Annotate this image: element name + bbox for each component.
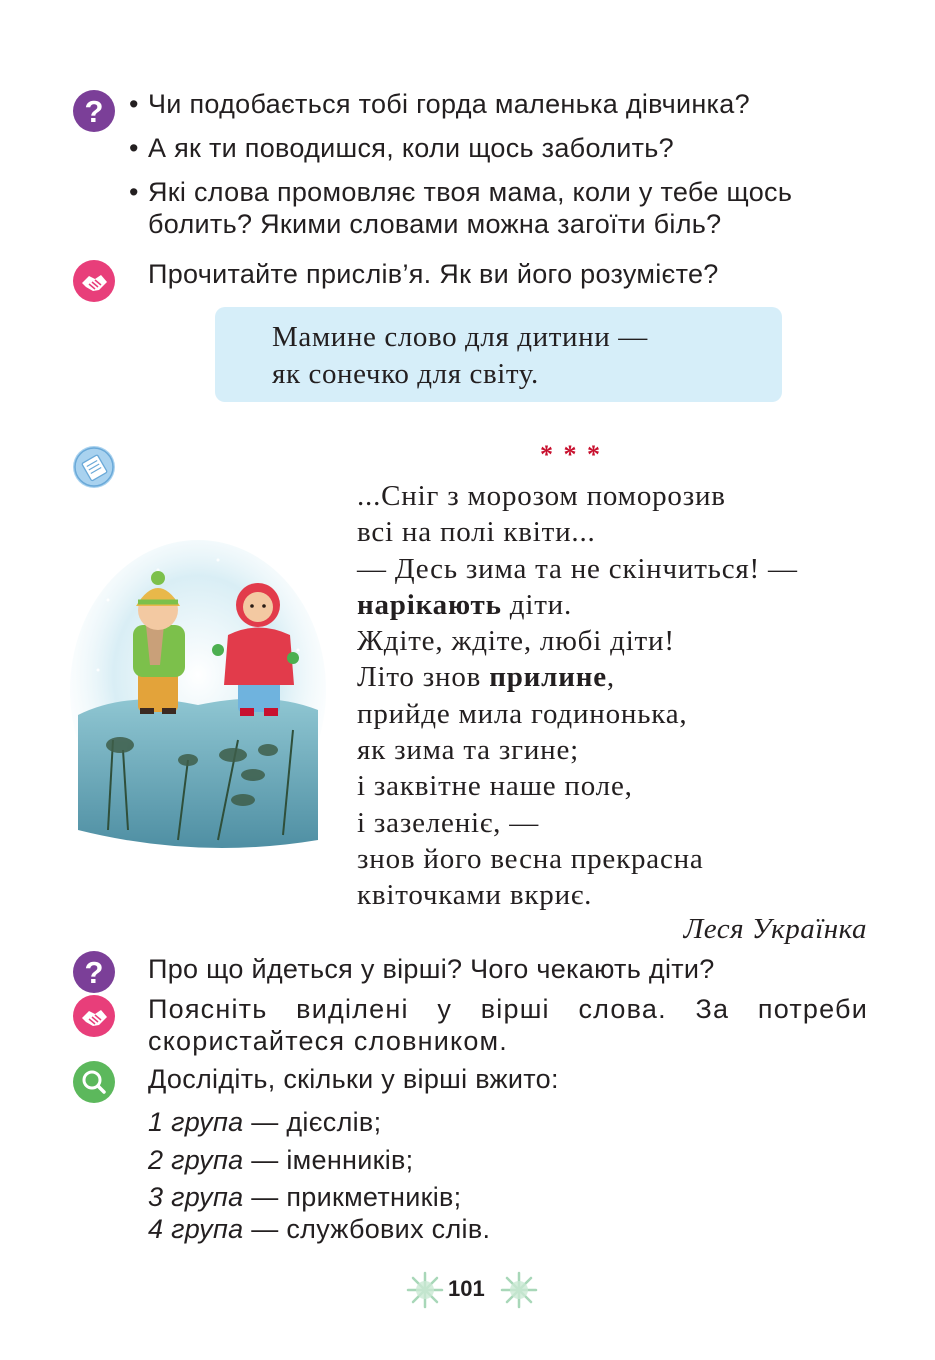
svg-text:?: ? [84, 94, 104, 129]
poem-line: нарікають діти. [357, 588, 573, 621]
notebook-icon [73, 446, 115, 488]
group-item: 3 група — прикметників; [148, 1182, 462, 1212]
poem-stars: * * * [540, 440, 602, 469]
poem-line: ...Сніг з морозом поморозив [357, 480, 726, 512]
poem-line: як зима та згине; [357, 734, 579, 767]
explain-words-task: Поясніть виділені у вірші слова. За потреби скористайтеся словником. [148, 994, 868, 1056]
question-icon [73, 90, 115, 132]
snowflake-icon [405, 1270, 445, 1310]
group-item: 4 група — службових слів. [148, 1214, 491, 1244]
poem-line: і заквітне наше поле, [357, 770, 633, 803]
poem-question: Про що йдеться у вірші? Чого чекають діти? [148, 954, 715, 984]
svg-text:?: ? [84, 955, 104, 990]
poem-line: квіточками вкриє. [357, 879, 593, 912]
poem-line: прийде мила годинонька, [357, 697, 688, 730]
poem-line: і зазеленіє, — [357, 806, 540, 839]
magnifier-icon [73, 1061, 115, 1103]
question-item: • Які слова промовляє твоя мама, коли у тебе щось болить? Якими словами можна загоїти біль? [129, 177, 793, 239]
poem-line: знов його весна прекрасна [357, 842, 704, 875]
group-item: 2 група — іменників; [148, 1145, 414, 1175]
proverb-line: як сонечко для світу. [272, 358, 539, 390]
poem-line: Літо знов прилине, [357, 661, 615, 694]
poem-line: — Десь зима та не скінчиться! — [357, 552, 798, 585]
question-item: • А як ти поводишся, коли щось заболить? [129, 133, 674, 163]
poem-highlighted-word: прилине [489, 661, 607, 694]
research-task: Дослідіть, скільки у вірші вжито: [148, 1064, 559, 1094]
snowflake-icon [499, 1270, 539, 1310]
group-item: 1 група — дієслів; [148, 1107, 382, 1137]
question-icon [73, 951, 115, 993]
handshake-icon [73, 260, 115, 302]
proverb-box [215, 307, 782, 402]
poem [357, 478, 877, 914]
winter-children-illustration [68, 540, 328, 860]
handshake-icon [73, 995, 115, 1037]
poem-line: Ждіте, ждіте, любі діти! [357, 625, 675, 658]
poem-highlighted-word: нарікають [357, 588, 502, 621]
proverb-line: Мамине слово для дитини — [272, 321, 648, 353]
poem-author: Леся Українка [683, 913, 867, 945]
poem-line: всі на полі квіти... [357, 516, 596, 549]
page-number: 101 [448, 1276, 485, 1301]
proverb-task: Прочитайте прислів’я. Як ви його розумієте? [148, 259, 719, 289]
question-item: • Чи подобається тобі горда маленька дівчинка? [129, 89, 750, 119]
